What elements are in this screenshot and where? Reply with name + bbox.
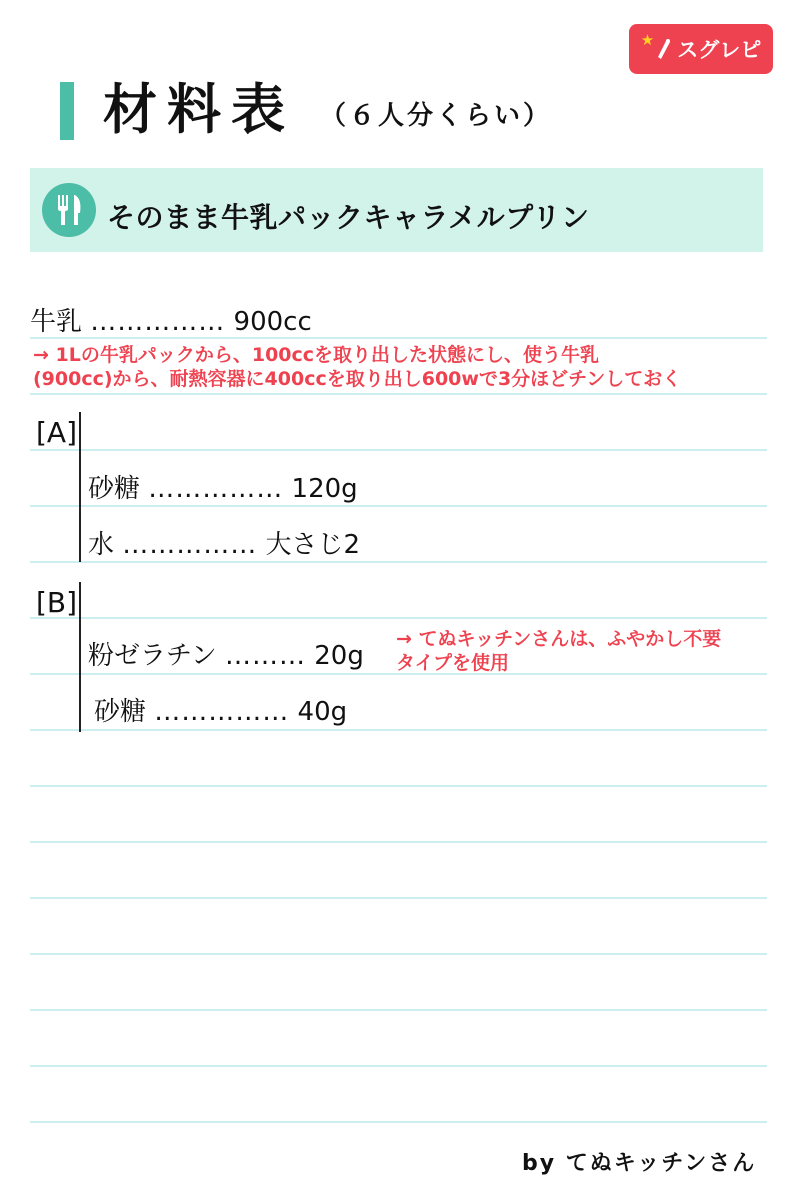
ingredient-gelatin <box>88 639 364 673</box>
milk-note-line-1: → 1Lの牛乳パックから、100ccを取り出した状態にし、使う牛乳 <box>33 344 600 366</box>
logo-text: スグレピ <box>677 38 762 62</box>
star-icon: ★ <box>640 31 655 49</box>
ingredient-amount: 20g <box>314 641 364 671</box>
fork-knife-icon <box>42 183 96 237</box>
leader-dots: …………… <box>148 474 284 504</box>
ingredient-sugar-a <box>88 472 358 506</box>
leader-dots: ……… <box>224 641 306 671</box>
title-accent-bar <box>60 82 74 140</box>
group-a-label: [A] <box>36 416 78 449</box>
ruled-line <box>30 1009 767 1011</box>
author-credit: by てぬキッチンさん <box>522 1151 757 1176</box>
ingredient-name: 粉ゼラチン <box>88 641 217 671</box>
ingredient-name: 砂糖 <box>94 697 147 727</box>
page-title: 材料表 <box>103 78 295 141</box>
ruled-line <box>30 617 767 619</box>
ingredient-name: 砂糖 <box>88 474 141 504</box>
page-subtitle: （６人分くらい） <box>320 101 553 131</box>
group-b-label: [B] <box>36 586 78 619</box>
gelatin-note-line-2: タイプを使用 <box>396 652 510 674</box>
ingredient-sugar-b <box>94 695 347 729</box>
ruled-line <box>30 449 767 451</box>
group-a-bracket <box>79 412 81 562</box>
ingredient-amount: 大さじ2 <box>265 530 361 560</box>
ingredient-milk <box>30 305 312 339</box>
leader-dots: …………… <box>90 307 226 337</box>
leader-dots: …………… <box>122 530 258 560</box>
ruled-line <box>30 897 767 899</box>
ruled-line <box>30 1065 767 1067</box>
wand-star-icon <box>655 37 673 61</box>
ruled-line <box>30 785 767 787</box>
ingredient-name: 水 <box>88 530 115 560</box>
ruled-line <box>30 841 767 843</box>
ingredient-name: 牛乳 <box>30 307 83 337</box>
ingredient-water <box>88 528 360 562</box>
ingredient-amount: 40g <box>297 697 348 727</box>
leader-dots: …………… <box>154 697 290 727</box>
recipe-name: そのまま牛乳パックキャラメルプリン <box>107 201 590 234</box>
milk-note-line-2: (900cc)から、耐熱容器に400ccを取り出し600wで3分ほどチンしておく <box>33 368 682 390</box>
group-b-bracket <box>79 582 81 732</box>
gelatin-note-line-1: → てぬキッチンさんは、ふやかし不要 <box>396 628 722 650</box>
ruled-line <box>30 1121 767 1123</box>
ingredient-amount: 900cc <box>233 307 312 337</box>
ingredient-amount: 120g <box>291 474 358 504</box>
ruled-line <box>30 729 767 731</box>
brand-logo <box>629 24 773 74</box>
ruled-line <box>30 953 767 955</box>
ruled-line <box>30 393 767 395</box>
